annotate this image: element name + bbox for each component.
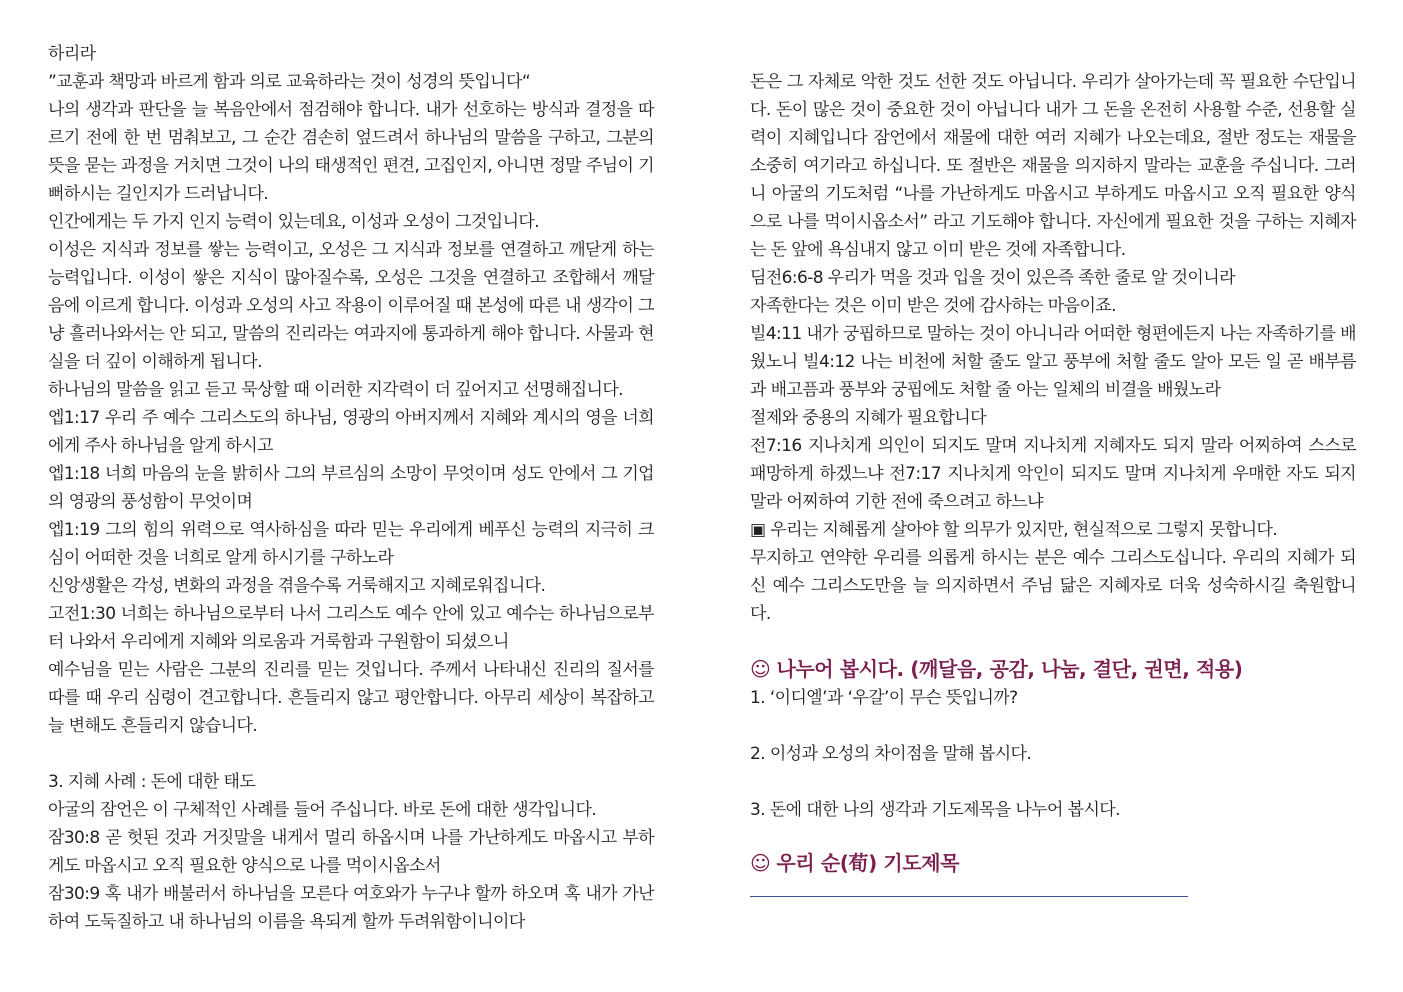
scripture-verse: 빌4:11 내가 궁핍하므로 말하는 것이 아니니라 어떠한 형편에든지 나는 자족하기를 배웠노니 빌4:12 나는 비천에 처할 줄도 알고 풍부에 처할 줄도 알아 모든 일 곧 배부름과 배고픔과 풍부와 궁핍에도 처할 줄 아는 일체의 비결을 배웠노라 [750,324,1356,400]
body-paragraph: 돈은 그 자체로 악한 것도 선한 것도 아닙니다. 우리가 살아가는데 꼭 필요한 수단입니다. 돈이 많은 것이 중요한 것이 아닙니다 내가 그 돈을 온전히 사용할 수준, 선용할 실력이 지혜입니다 잠언에서 재물에 대한 여러 지혜가 나오는데요, 절반 정도는 재물을 소중히 여기라고 하십니다. 또 절반은 재물을 의지하지 말라는 교훈을 주십니다. 그러니 아굴의 기도처럼 “나를 가난하게도 마옵시고 부하게도 마옵시고 오직 필요한 양식으로 나를 먹이시옵소서” 라고 기도해야 합니다. 자신에게 필요한 것을 구하는 지혜자는 돈 앞에 욕심내지 않고 이미 받은 것에 자족합니다. [750,72,1356,260]
body-paragraph: 이성은 지식과 정보를 쌓는 능력이고, 오성은 그 지식과 정보를 연결하고 깨닫게 하는 능력입니다. 이성이 쌓은 지식이 많아질수록, 오성은 그것을 연결하고 조합해서 깨달음에 이르게 합니다. 이성과 오성의 사고 작용이 이루어질 때 본성에 따른 내 생각이 그냥 흘러나와서는 안 되고, 말씀의 진리라는 여과지에 통과하게 해야 합니다. 사물과 현실을 더 깊이 이해하게 됩니다. [48,240,654,372]
body-paragraph: 자족한다는 것은 이미 받은 것에 감사하는 마음이죠. [750,296,1116,316]
scripture-verse: 엡1:19 그의 힘의 위력으로 역사하심을 따라 믿는 우리에게 베푸신 능력의 지극히 크심이 어떠한 것을 너희로 알게 하시기를 구하노라 [48,520,654,568]
discussion-question: 2. 이성과 오성의 차이점을 말해 봅시다. [750,744,1032,764]
spacer [750,628,1356,654]
discussion-question: 1. ‘이디엘’과 ‘우갈’이 무슨 뜻입니까? [750,688,1018,708]
body-paragraph: 무지하고 연약한 우리를 의롭게 하시는 분은 예수 그리스도십니다. 우리의 지혜가 되신 예수 그리스도만을 늘 의지하면서 주님 닮은 지혜자로 더욱 성숙하시길 축원합니다. [750,548,1356,624]
sharing-heading-text: 나누어 봅시다. (깨달음, 공감, 나눔, 결단, 권면, 적용) [776,657,1243,681]
scripture-verse: 전7:16 지나치게 의인이 되지도 말며 지나치게 지혜자도 되지 말라 어찌하여 스스로 패망하게 하겠느냐 전7:17 지나치게 악인이 되지도 말며 지나치게 우매한 자도 되지 말라 어찌하여 기한 전에 죽으려고 하느냐 [750,436,1356,512]
scripture-verse: 엡1:17 우리 주 예수 그리스도의 하나님, 영광의 아버지께서 지혜와 계시의 영을 너희에게 주사 하나님을 알게 하시고 [48,408,654,456]
body-paragraph: 인간에게는 두 가지 인지 능력이 있는데요, 이성과 오성이 그것입니다. [48,212,540,232]
body-paragraph: 절제와 중용의 지혜가 필요합니다 [750,408,986,428]
smiley-icon: ☺ [750,851,771,875]
scripture-verse: 잠30:9 혹 내가 배불러서 하나님을 모른다 여호와가 누구냐 할까 하오며 혹 내가 가난하여 도둑질하고 내 하나님의 이름을 욕되게 할까 두려워함이니이다 [48,884,654,932]
prayer-heading-text: 우리 순(荀) 기도제목 [776,851,960,875]
body-paragraph: 신앙생활은 각성, 변화의 과정을 겪을수록 거룩해지고 지혜로워집니다. [48,576,546,596]
discussion-question: 3. 돈에 대한 나의 생각과 기도제목을 나누어 봅시다. [750,800,1120,820]
body-paragraph: 나의 생각과 판단을 늘 복음안에서 점검해야 합니다. 내가 선호하는 방식과 결정을 따르기 전에 한 번 멈춰보고, 그 순간 겸손히 엎드려서 하나님의 말씀을 구하고, 그분의 뜻을 묻는 과정을 거치면 그것이 나의 태생적인 편견, 고집인지, 아니면 정말 주님이 기뻐하시는 길인지가 드러납니다. [48,100,654,204]
section-title: 3. 지혜 사례 : 돈에 대한 태도 [48,772,256,792]
body-paragraph: 하나님의 말씀을 읽고 듣고 묵상할 때 이러한 지각력이 더 깊어지고 선명해집니다. [48,380,623,400]
sharing-heading [750,654,1356,684]
scripture-verse: 잠30:8 곧 헛된 것과 거짓말을 내게서 멀리 하옵시며 나를 가난하게도 마옵시고 부하게도 마옵시고 오직 필요한 양식으로 나를 먹이시옵소서 [48,828,654,876]
body-paragraph: 하리라 [48,44,96,64]
spacer [48,740,654,768]
scripture-verse: 딤전6:6-8 우리가 먹을 것과 입을 것이 있은즉 족한 줄로 알 것이니라 [750,268,1235,288]
prayer-divider [750,896,1188,897]
spacer [750,824,1356,848]
scripture-verse: 엡1:18 너희 마음의 눈을 밝히사 그의 부르심의 소망이 무엇이며 성도 안에서 그 기업의 영광의 풍성함이 무엇이며 [48,464,654,512]
spacer [750,768,1356,796]
smiley-icon: ☺ [750,657,771,681]
body-paragraph: ”교훈과 책망과 바르게 함과 의로 교육하라는 것이 성경의 뜻입니다“ [48,72,531,92]
prayer-heading [750,848,1356,878]
body-paragraph: 예수님을 믿는 사람은 그분의 진리를 믿는 것입니다. 주께서 나타내신 진리의 질서를 따를 때 우리 심령이 견고합니다. 흔들리지 않고 평안합니다. 아무리 세상이 복잡하고 늘 변해도 흔들리지 않습니다. [48,660,654,736]
scripture-verse: 고전1:30 너희는 하나님으로부터 나서 그리스도 예수 안에 있고 예수는 하나님으로부터 나와서 우리에게 지혜와 의로움과 거룩함과 구원함이 되셨으니 [48,604,654,652]
body-paragraph: 아굴의 잠언은 이 구체적인 사례를 들어 주십니다. 바로 돈에 대한 생각입니다. [48,800,597,820]
right-column [750,68,1356,878]
left-column [48,40,654,936]
spacer [750,712,1356,740]
body-paragraph: ▣ 우리는 지혜롭게 살아야 할 의무가 있지만, 현실적으로 그렇지 못합니다. [750,520,1278,540]
